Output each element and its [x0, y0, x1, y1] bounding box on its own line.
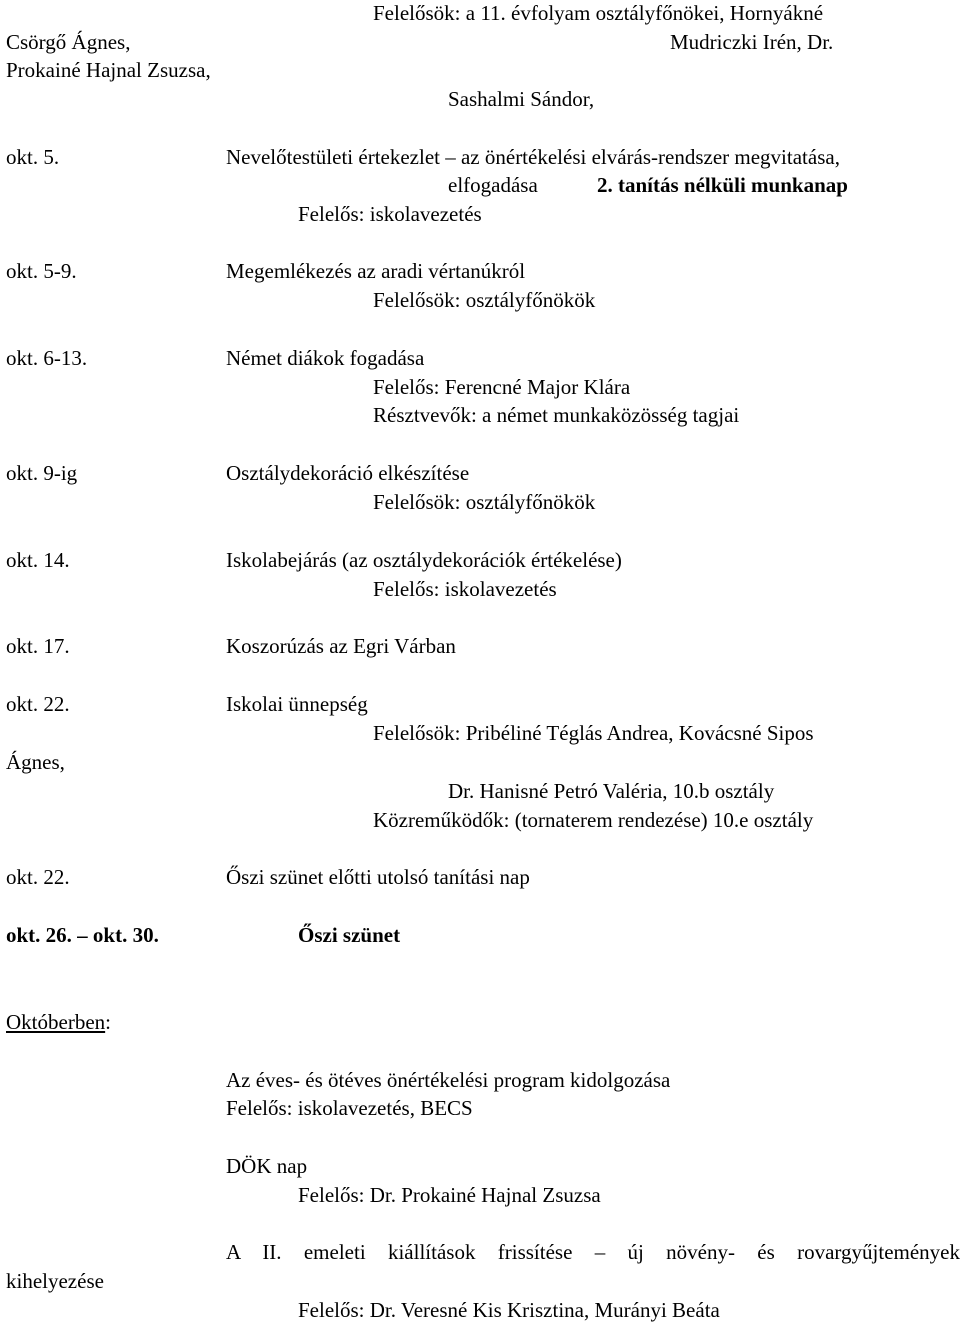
event-title: Koszorúzás az Egri Várban [226, 634, 456, 658]
october-item-title: Az éves- és ötéves önértékelési program kidolgozása [226, 1068, 671, 1092]
event-title: Megemlékezés az aradi vértanúkról [226, 259, 526, 283]
october-item-title: A II. emeleti kiállítások frissítése – új növény- és rovargyűjtemények [226, 1240, 960, 1264]
event-bold-note: 2. tanítás nélküli munkanap [597, 173, 848, 197]
october-item-title: DÖK nap [226, 1154, 308, 1178]
top-resp-line1: Felelősök: a 11. évfolyam osztályfőnökei, Hornyákné [373, 1, 824, 25]
event-date: okt. 14. [6, 548, 70, 572]
event-title: Őszi szünet előtti utolsó tanítási nap [226, 865, 530, 889]
october-item-left-continuation: kihelyezése [6, 1269, 104, 1293]
event-contributors: Közreműködők: (tornaterem rendezése) 10.e osztály [373, 808, 814, 832]
event-date: okt. 22. [6, 865, 70, 889]
october-item-responsible: Felelős: Dr. Veresné Kis Krisztina, Murányi Beáta [298, 1298, 720, 1322]
event-responsible: Felelős: iskolavezetés [373, 577, 557, 601]
event-date: okt. 17. [6, 634, 70, 658]
event-date: okt. 26. – okt. 30. [6, 923, 159, 947]
event-title: Őszi szünet [298, 923, 401, 947]
section-heading [6, 1010, 111, 1034]
event-title: Osztálydekoráció elkészítése [226, 461, 470, 485]
top-left-line2: Prokainé Hajnal Zsuzsa, [6, 58, 211, 82]
section-heading-text: Októberben [6, 1010, 106, 1034]
event-title: Iskolai ünnepség [226, 692, 368, 716]
section-heading-colon: : [105, 1010, 111, 1034]
event-responsible: Felelős: Ferencné Major Klára [373, 375, 631, 399]
event-date: okt. 5. [6, 145, 60, 169]
event-date: okt. 22. [6, 692, 70, 716]
event-responsible: Felelősök: osztályfőnökök [373, 490, 596, 514]
event-participants: Résztvevők: a német munkaközösség tagjai [373, 403, 740, 427]
event-responsible: Felelős: iskolavezetés [298, 202, 482, 226]
event-left-continuation: Ágnes, [6, 750, 65, 774]
event-responsible: Felelősök: osztályfőnökök [373, 288, 596, 312]
event-date: okt. 9-ig [6, 461, 78, 485]
event-date: okt. 5-9. [6, 259, 77, 283]
top-resp-line2: Mudriczki Irén, Dr. [670, 30, 834, 54]
event-title: Nevelőtestületi értekezlet – az önértékelési elvárás-rendszer megvitatása, [226, 145, 840, 169]
event-title: Német diákok fogadása [226, 346, 425, 370]
event-title-cont: elfogadása [448, 173, 538, 197]
event-title: Iskolabejárás (az osztálydekorációk értékelése) [226, 548, 622, 572]
top-left-line1: Csörgő Ágnes, [6, 30, 131, 54]
event-date: okt. 6-13. [6, 346, 88, 370]
event-responsible: Felelősök: Pribéliné Téglás Andrea, Kovácsné Sipos [373, 721, 814, 745]
top-resp-line3: Sashalmi Sándor, [448, 87, 595, 111]
october-item-responsible: Felelős: Dr. Prokainé Hajnal Zsuzsa [298, 1183, 601, 1207]
event-responsible-cont: Dr. Hanisné Petró Valéria, 10.b osztály [448, 779, 775, 803]
october-item-responsible: Felelős: iskolavezetés, BECS [226, 1096, 473, 1120]
